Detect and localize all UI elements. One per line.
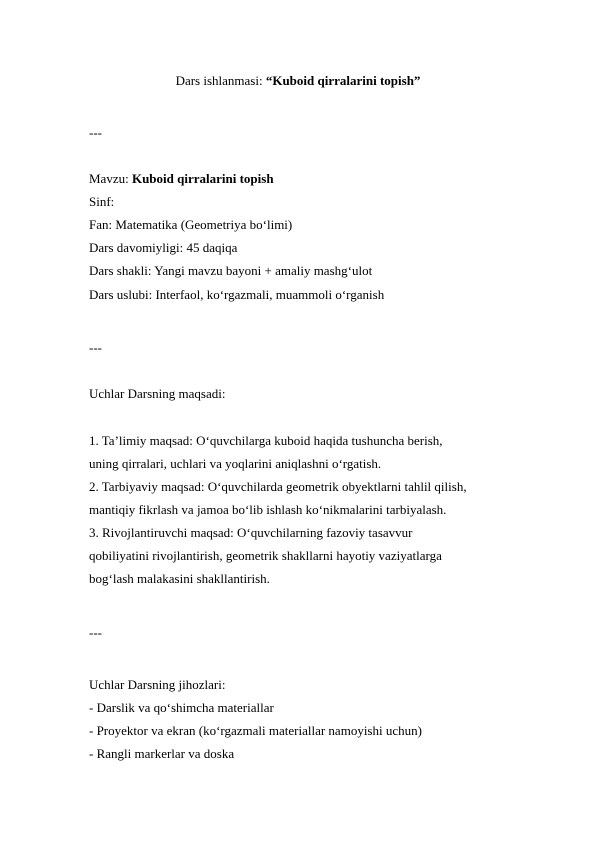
equipment-item: - Proyektor va ekran (ko‘rgazmali materiallar namoyishi uchun) (89, 723, 422, 738)
goals-line: 3. Rivojlantiruvchi maqsad: O‘quvchilarning fazoviy tasavvur (89, 525, 413, 540)
document-title (0, 73, 596, 88)
topic-label: Mavzu: (89, 171, 132, 186)
goals-line: uning qirralari, uchlari va yoqlarini aniqlashni o‘rgatish. (89, 456, 382, 471)
equipment-item: - Darslik va qo‘shimcha materiallar (89, 700, 274, 715)
grade-line: Sinf: (89, 194, 115, 209)
goals-line: mantiqiy fikrlash va jamoa bo‘lib ishlash ko‘nikmalarini tarbiyalash. (89, 502, 447, 517)
separator-3: --- (89, 625, 102, 640)
title-prefix: Dars ishlanmasi: (175, 73, 266, 88)
duration-line: Dars davomiyligi: 45 daqiqa (89, 240, 238, 255)
goals-heading: Uchlar Darsning maqsadi: (89, 386, 226, 401)
goals-line: 1. Ta’limiy maqsad: O‘quvchilarga kuboid haqida tushuncha berish, (89, 433, 443, 448)
equipment-heading: Uchlar Darsning jihozlari: (89, 677, 226, 692)
topic-line (89, 171, 274, 186)
goals-line: 2. Tarbiyaviy maqsad: O‘quvchilarda geometrik obyektlarni tahlil qilish, (89, 479, 467, 494)
equipment-item: - Rangli markerlar va doska (89, 746, 235, 761)
topic-value: Kuboid qirralarini topish (131, 171, 274, 186)
separator-1: --- (89, 125, 102, 140)
method-line: Dars uslubi: Interfaol, ko‘rgazmali, muammoli o‘rganish (89, 287, 385, 302)
subject-line: Fan: Matematika (Geometriya bo‘limi) (89, 217, 293, 232)
goals-line: qobiliyatini rivojlantirish, geometrik shakllarni hayotiy vaziyatlarga (89, 548, 442, 563)
goals-line: bog‘lash malakasini shakllantirish. (89, 571, 270, 586)
form-line: Dars shakli: Yangi mavzu bayoni + amaliy mashg‘ulot (89, 263, 373, 278)
title-bold: “Kuboid qirralarini topish” (265, 73, 421, 88)
separator-2: --- (89, 340, 102, 355)
